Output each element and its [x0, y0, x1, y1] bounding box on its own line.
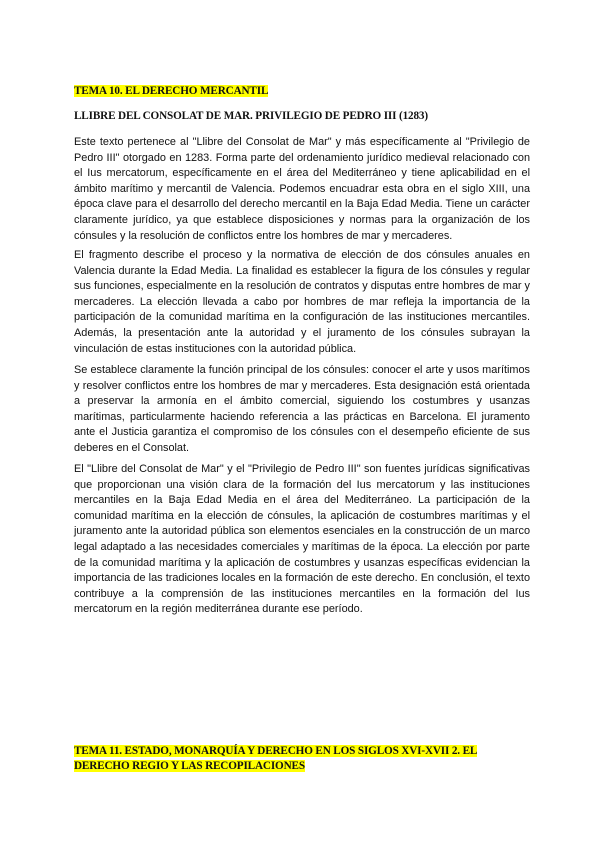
subheading-llibre-consolat: LLIBRE DEL CONSOLAT DE MAR. PRIVILEGIO DE PEDRO III (1283) [74, 110, 428, 122]
section-heading-tema-10 [74, 84, 534, 99]
section-heading-tema-11 [74, 744, 534, 774]
tema-11-title-line1: TEMA 11. ESTADO, MONARQUÍA Y DERECHO EN LOS SIGLOS XVI-XVII 2. EL [74, 745, 478, 757]
paragraph-consul-function: Se establece claramente la función principal de los cónsules: conocer el arte y usos marítimos y resolver conflictos entre los hombres de mar y mercaderes. Esta designación está orientada a preservar la armonía en el ámbito comercial, siguiendo los costumbres y usanzas marítimas, particularmente haciendo referencia a las prácticas en Barcelona. El juramento ante el Justicia garantiza el compromiso de los cónsules con el desempeño eficiente de sus deberes en el Consolat. [74, 364, 530, 454]
tema-10-title: TEMA 10. EL DERECHO MERCANTIL [74, 85, 269, 97]
paragraph-election: El fragmento describe el proceso y la normativa de elección de dos cónsules anuales en Valencia durante la Edad Media. La finalidad es establecer la figura de los cónsules y regular sus funciones, especialmente en la resolución de contratos y disputas entre hombres de mar y mercaderes. La elección llevada a cabo por hombres de mar refleja la importancia de la participación de la comunidad marítima en la configuración de las instituciones mercantiles. Además, la presentación ante la autoridad y el juramento de los cónsules subrayan la vinculación de estas instituciones con la autoridad pública. [74, 249, 530, 355]
tema-11-title-line2: DERECHO REGIO Y LAS RECOPILACIONES [74, 760, 305, 772]
paragraph-conclusion: El "Llibre del Consolat de Mar" y el "Privilegio de Pedro III" son fuentes jurídicas significativas que proporcionan una visión clara de la formación del Ius mercatorum y las instituciones mercantiles en la Baja Edad Media en el área del Mediterráneo. La participación de la comunidad marítima en la elección de cónsules, la aplicación de costumbres marítimas y el juramento ante la autoridad pública son elementos esenciales en la construcción de un marco legal adaptado a las necesidades comerciales y marítimas de la época. La elección por parte de la comunidad marítima y la aplicación de costumbres y usanzas específicas evidencian la importancia de las tradiciones locales en la formación de este derecho. En conclusión, el texto contribuye a la comprensión de las instituciones mercantiles en la formación del Ius mercatorum en la región mediterránea durante ese período. [74, 463, 530, 616]
paragraph-intro: Este texto pertenece al "Llibre del Consolat de Mar" y más específicamente al "Privilegio de Pedro III" otorgado en 1283. Forma parte del ordenamiento jurídico medieval relacionado con el Ius mercatorum, específicamente en el área del Mediterráneo y tiene aplicabilidad en el ámbito marítimo y mercantil de Valencia. Podemos encuadrar esta obra en el siglo XIII, una época clave para el desarrollo del derecho mercantil en la Baja Edad Media. Tiene un carácter claramente jurídico, ya que establece disposiciones y normas para la organización de los cónsules y la resolución de conflictos entre los hombres de mar y mercaderes. [74, 136, 530, 242]
